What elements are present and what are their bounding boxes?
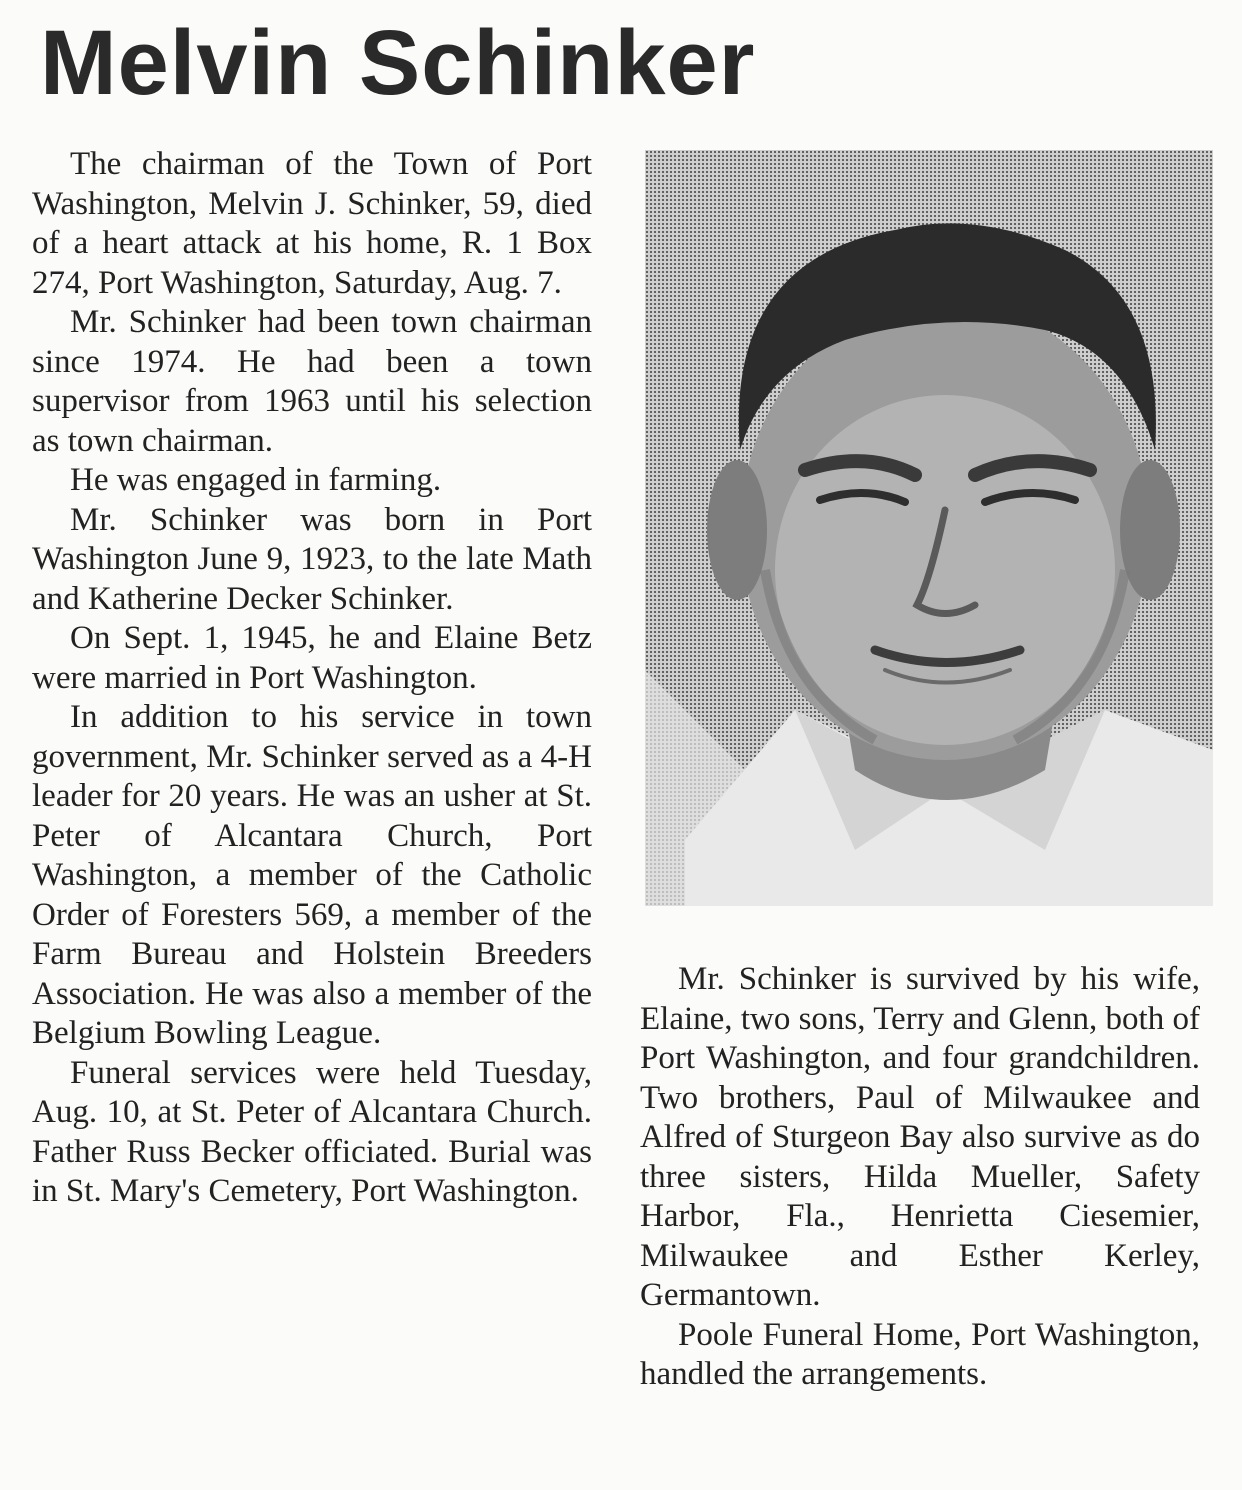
paragraph: In addition to his service in town government, Mr. Schinker served as a 4-H leader for 20 years. He was an usher at St. Peter of Alcantara Church, Port Washington, a member of the Catholic Order of Foresters 569, a member of the Farm Bureau and Holstein Breeders Association. He was also a member of the Belgium Bowling League.: [32, 699, 592, 1051]
headline: Melvin Schinker: [40, 12, 756, 114]
paragraph: Mr. Schinker is survived by his wife, Elaine, two sons, Terry and Glenn, both of Port Washington, and four grandchildren. Two brothers, Paul of Milwaukee and Alfred of Sturgeon Bay also survive as do three sisters, Hilda Mueller, Safety Harbor, Fla., Henrietta Ciesemier, Milwaukee and Esther Kerley, Germantown.: [640, 961, 1200, 1313]
portrait-photo: [645, 150, 1213, 906]
paragraph: Poole Funeral Home, Port Washington, handled the arrangements.: [640, 1316, 1200, 1392]
paragraph: He was engaged in farming.: [70, 462, 442, 498]
portrait-illustration: [645, 150, 1213, 906]
paragraph: Mr. Schinker was born in Port Washington June 9, 1923, to the late Math and Katherine Decker Schinker.: [32, 501, 592, 617]
paragraph: The chairman of the Town of Port Washington, Melvin J. Schinker, 59, died of a heart attack at his home, R. 1 Box 274, Port Washington, Saturday, Aug. 7.: [32, 146, 592, 301]
paragraph: On Sept. 1, 1945, he and Elaine Betz were married in Port Washington.: [32, 620, 592, 696]
paragraph: Mr. Schinker had been town chairman since 1974. He had been a town supervisor from 1963 until his selection as town chairman.: [32, 304, 592, 459]
paragraph: Funeral services were held Tuesday, Aug. 10, at St. Peter of Alcantara Church. Father Russ Becker officiated. Burial was in St. Mary's Cemetery, Port Washington.: [32, 1054, 592, 1209]
article-body-right-column: [640, 960, 1200, 1395]
article-body-left-column: [32, 145, 592, 1212]
